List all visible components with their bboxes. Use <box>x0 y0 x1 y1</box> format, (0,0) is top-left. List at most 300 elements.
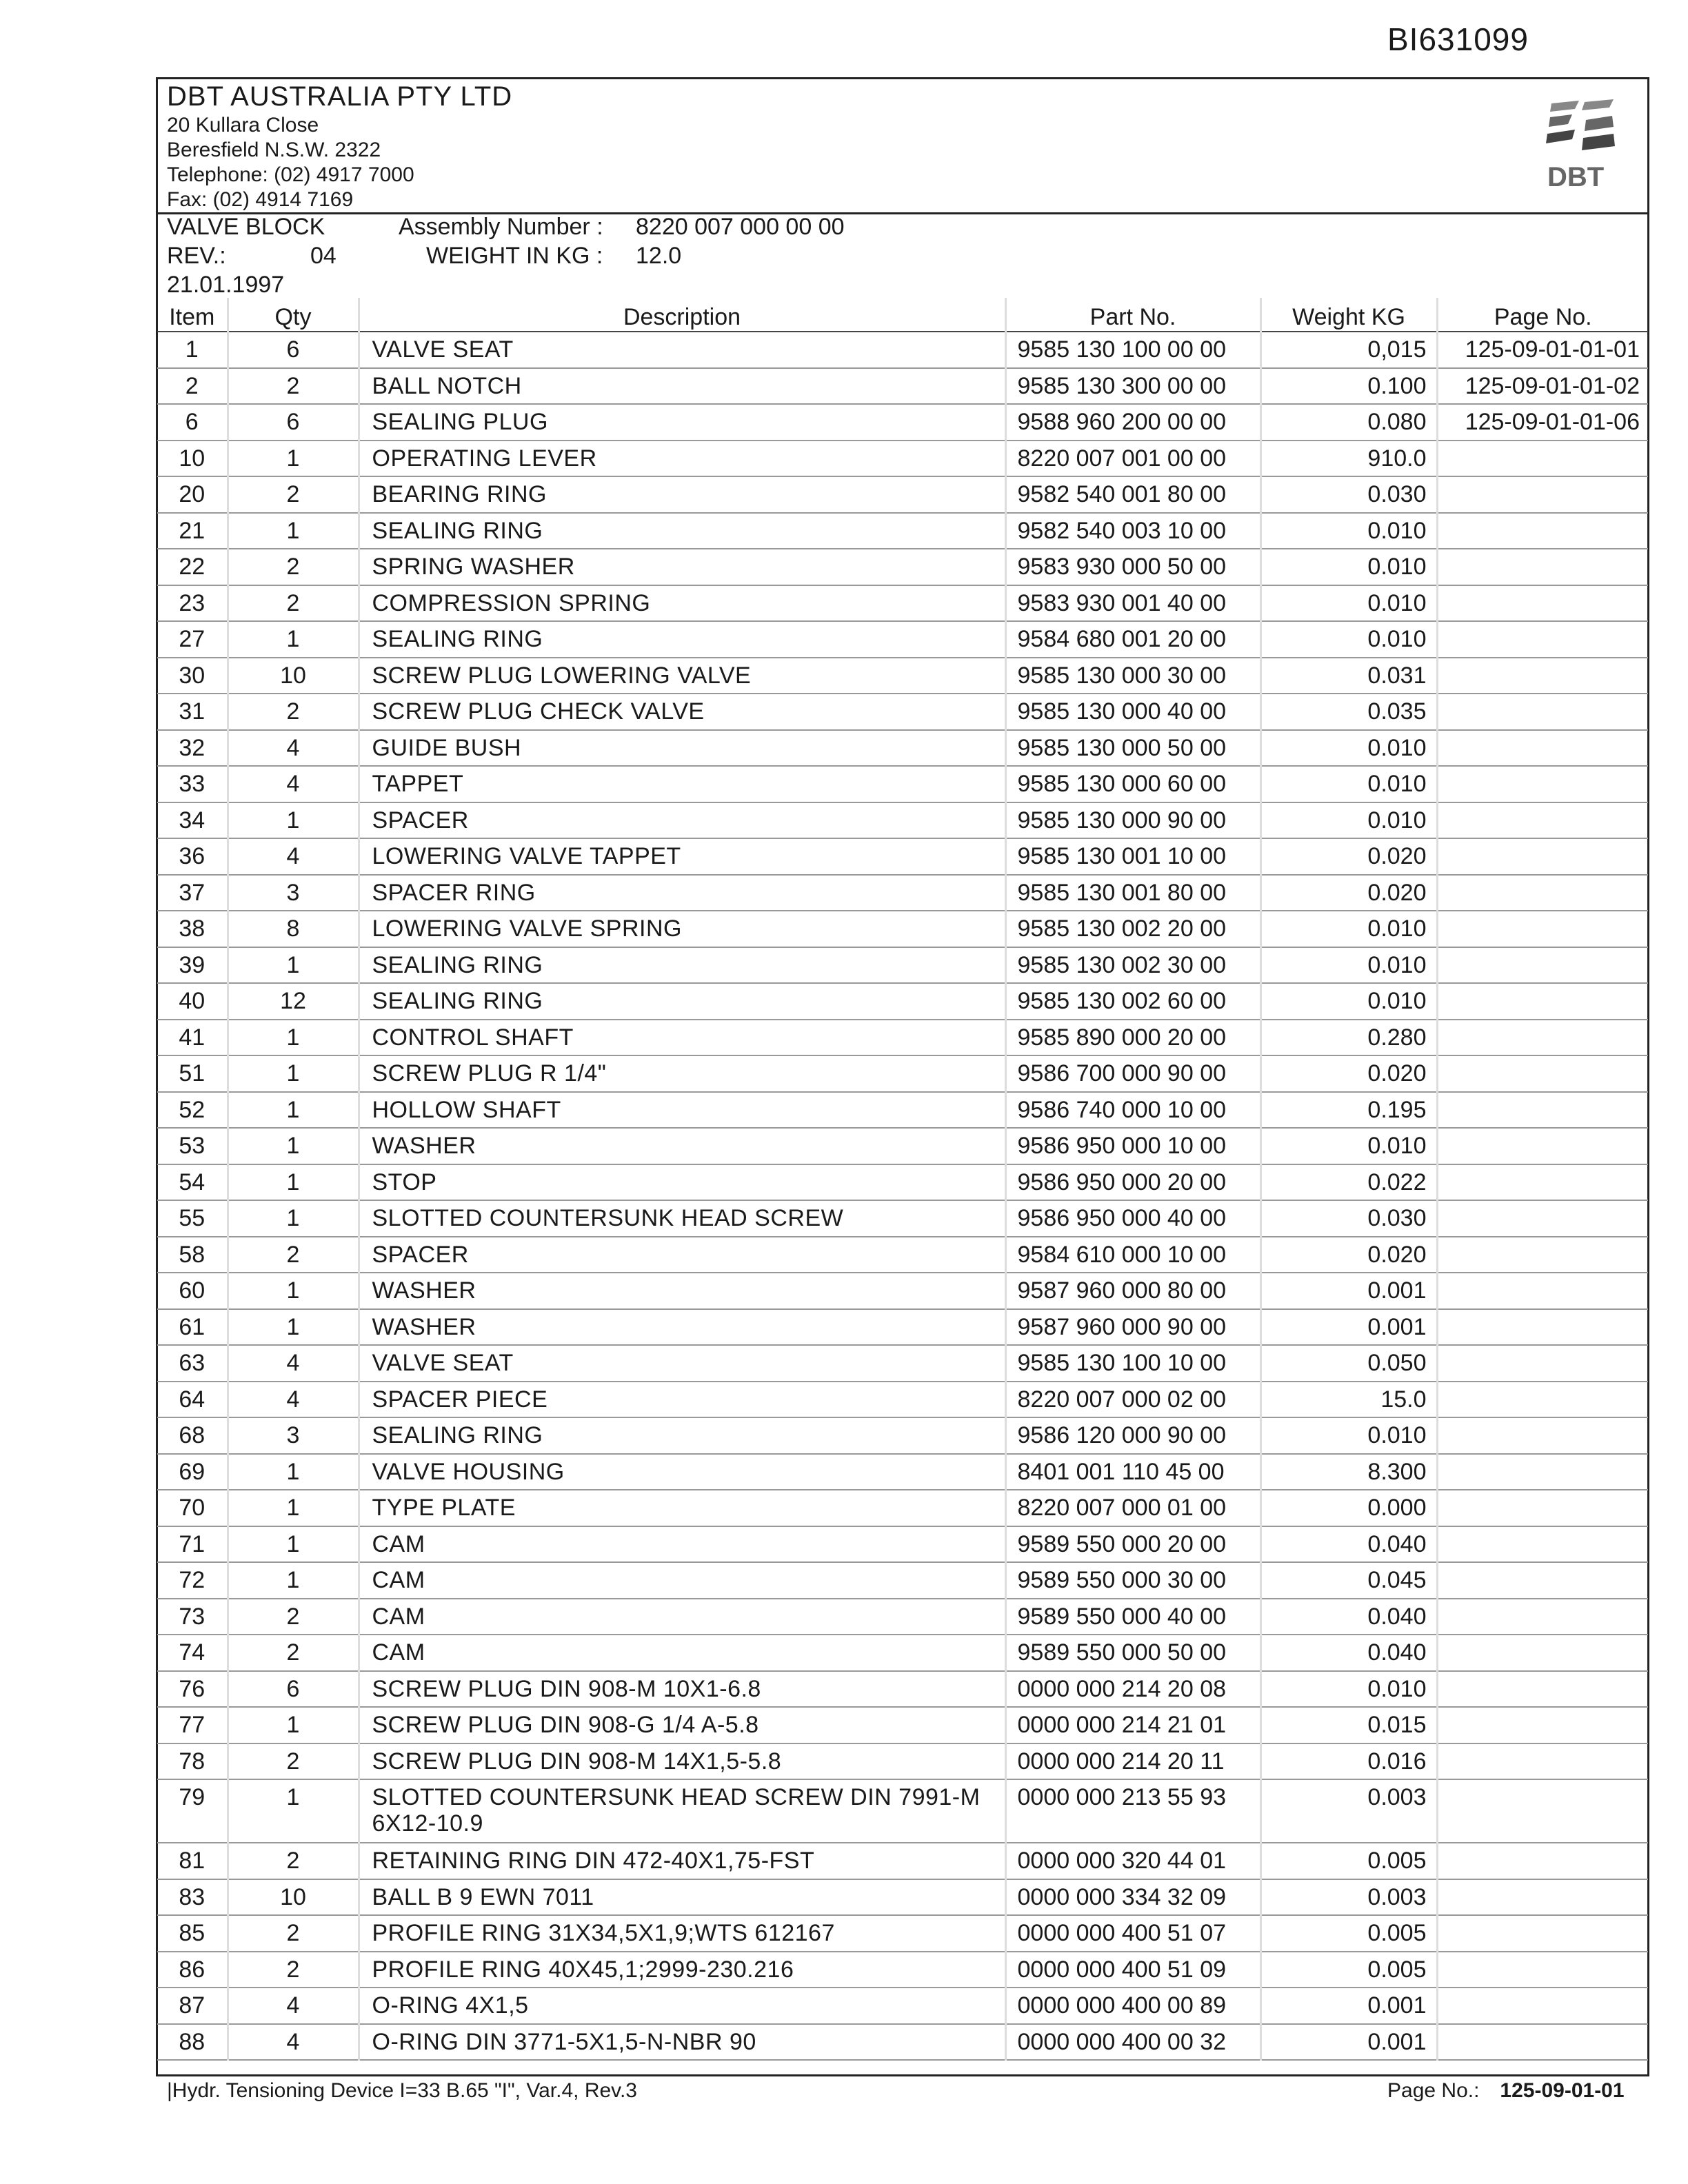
cell-weight: 0.100 <box>1260 368 1437 405</box>
cell-item: 87 <box>157 1988 228 2024</box>
cell-part-no: 9586 950 000 10 00 <box>1005 1128 1260 1164</box>
cell-description: SCREW PLUG DIN 908-G 1/4 A-5.8 <box>359 1707 1005 1743</box>
company-address-line1: 20 Kullara Close <box>167 114 319 136</box>
column-header-item: Item <box>157 298 228 332</box>
cell-weight: 0.030 <box>1260 1200 1437 1237</box>
cell-page-no <box>1437 621 1648 658</box>
table-row <box>157 1020 1648 1056</box>
table-row <box>157 1743 1648 1780</box>
svg-text:DBT: DBT <box>1547 162 1605 192</box>
cell-page-no <box>1437 1526 1648 1563</box>
cell-page-no <box>1437 513 1648 549</box>
table-row <box>157 875 1648 911</box>
cell-page-no <box>1437 549 1648 585</box>
cell-item: 31 <box>157 694 228 730</box>
cell-description: RETAINING RING DIN 472-40X1,75-FST <box>359 1843 1005 1879</box>
table-row <box>157 1988 1648 2024</box>
table-row <box>157 983 1648 1020</box>
cell-qty: 2 <box>228 1599 359 1635</box>
cell-qty: 1 <box>228 621 359 658</box>
cell-page-no <box>1437 1273 1648 1309</box>
cell-item: 88 <box>157 2024 228 2061</box>
table-row <box>157 911 1648 947</box>
table-row <box>157 1779 1648 1843</box>
table-row <box>157 947 1648 984</box>
cell-qty: 1 <box>228 1490 359 1526</box>
cell-description: SPRING WASHER <box>359 549 1005 585</box>
cell-part-no: 9589 550 000 40 00 <box>1005 1599 1260 1635</box>
cell-page-no <box>1437 1599 1648 1635</box>
cell-page-no <box>1437 694 1648 730</box>
cell-item: 58 <box>157 1237 228 1273</box>
table-row <box>157 1562 1648 1599</box>
cell-description: CONTROL SHAFT <box>359 1020 1005 1056</box>
cell-part-no: 9585 130 001 80 00 <box>1005 875 1260 911</box>
cell-description: SCREW PLUG DIN 908-M 10X1-6.8 <box>359 1671 1005 1708</box>
cell-part-no: 9585 890 000 20 00 <box>1005 1020 1260 1056</box>
cell-qty: 4 <box>228 730 359 767</box>
cell-weight: 0.015 <box>1260 1707 1437 1743</box>
cell-qty: 2 <box>228 585 359 622</box>
cell-description: SEALING RING <box>359 947 1005 984</box>
table-row <box>157 1454 1648 1490</box>
cell-part-no: 9587 960 000 80 00 <box>1005 1273 1260 1309</box>
cell-part-no: 9586 740 000 10 00 <box>1005 1092 1260 1129</box>
cell-weight: 15.0 <box>1260 1382 1437 1418</box>
table-row <box>157 621 1648 658</box>
table-row <box>157 1164 1648 1201</box>
cell-weight: 0.001 <box>1260 2024 1437 2061</box>
cell-page-no <box>1437 1020 1648 1056</box>
cell-part-no: 9585 130 002 30 00 <box>1005 947 1260 984</box>
cell-qty: 1 <box>228 1454 359 1490</box>
cell-item: 36 <box>157 838 228 875</box>
cell-part-no: 0000 000 214 20 08 <box>1005 1671 1260 1708</box>
cell-page-no <box>1437 2024 1648 2061</box>
cell-weight: 0.020 <box>1260 838 1437 875</box>
cell-page-no <box>1437 658 1648 694</box>
cell-page-no <box>1437 1237 1648 1273</box>
cell-weight: 0.040 <box>1260 1526 1437 1563</box>
cell-description: SPACER PIECE <box>359 1382 1005 1418</box>
cell-qty: 2 <box>228 1915 359 1952</box>
cell-qty: 10 <box>228 1879 359 1916</box>
cell-item: 69 <box>157 1454 228 1490</box>
cell-page-no <box>1437 1635 1648 1671</box>
cell-description: SCREW PLUG CHECK VALVE <box>359 694 1005 730</box>
cell-item: 10 <box>157 441 228 477</box>
cell-part-no: 0000 000 400 00 32 <box>1005 2024 1260 2061</box>
cell-qty: 4 <box>228 766 359 802</box>
column-header-page-no: Page No. <box>1437 298 1648 332</box>
cell-description: CAM <box>359 1562 1005 1599</box>
cell-page-no <box>1437 1879 1648 1916</box>
cell-page-no <box>1437 1988 1648 2024</box>
cell-page-no <box>1437 1309 1648 1346</box>
footer-page-label: Page No.: <box>1387 2079 1480 2102</box>
cell-page-no: 125-09-01-01-02 <box>1437 368 1648 405</box>
cell-description: SEALING RING <box>359 513 1005 549</box>
cell-weight: 0.010 <box>1260 621 1437 658</box>
cell-description: PROFILE RING 31X34,5X1,9;WTS 612167 <box>359 1915 1005 1952</box>
cell-part-no: 9583 930 000 50 00 <box>1005 549 1260 585</box>
cell-part-no: 9583 930 001 40 00 <box>1005 585 1260 622</box>
cell-description: BEARING RING <box>359 476 1005 513</box>
table-row <box>157 1092 1648 1129</box>
cell-qty: 1 <box>228 1707 359 1743</box>
cell-part-no: 9589 550 000 30 00 <box>1005 1562 1260 1599</box>
cell-item: 32 <box>157 730 228 767</box>
cell-qty: 2 <box>228 1843 359 1879</box>
cell-weight: 0.010 <box>1260 1128 1437 1164</box>
company-name: DBT AUSTRALIA PTY LTD <box>167 81 513 112</box>
cell-page-no <box>1437 875 1648 911</box>
cell-qty: 1 <box>228 513 359 549</box>
footer-page-number: 125-09-01-01 <box>1500 2079 1625 2102</box>
document-id: BI631099 <box>1387 21 1529 57</box>
cell-part-no: 9585 130 000 50 00 <box>1005 730 1260 767</box>
cell-qty: 1 <box>228 441 359 477</box>
table-row <box>157 1490 1648 1526</box>
cell-item: 38 <box>157 911 228 947</box>
dbt-logo <box>1545 97 1627 200</box>
cell-qty: 8 <box>228 911 359 947</box>
cell-part-no: 9585 130 000 60 00 <box>1005 766 1260 802</box>
table-row <box>157 2024 1648 2061</box>
cell-weight: 910.0 <box>1260 441 1437 477</box>
assembly-title: VALVE BLOCK <box>167 214 325 240</box>
table-row <box>157 513 1648 549</box>
cell-qty: 6 <box>228 1671 359 1708</box>
cell-qty: 3 <box>228 875 359 911</box>
cell-weight: 0.020 <box>1260 1055 1437 1092</box>
cell-description: STOP <box>359 1164 1005 1201</box>
cell-item: 72 <box>157 1562 228 1599</box>
column-header-part-no: Part No. <box>1005 298 1260 332</box>
cell-qty: 1 <box>228 947 359 984</box>
cell-page-no <box>1437 947 1648 984</box>
cell-item: 51 <box>157 1055 228 1092</box>
cell-description: LOWERING VALVE SPRING <box>359 911 1005 947</box>
document-date: 21.01.1997 <box>167 272 285 298</box>
cell-part-no: 9584 610 000 10 00 <box>1005 1237 1260 1273</box>
cell-qty: 1 <box>228 1562 359 1599</box>
cell-item: 53 <box>157 1128 228 1164</box>
cell-part-no: 9585 130 100 10 00 <box>1005 1345 1260 1382</box>
cell-weight: 0.010 <box>1260 549 1437 585</box>
cell-page-no <box>1437 1562 1648 1599</box>
cell-page-no <box>1437 441 1648 477</box>
cell-weight: 0.030 <box>1260 476 1437 513</box>
parts-table <box>157 298 1648 2061</box>
table-row <box>157 1879 1648 1916</box>
footer-page <box>1387 2079 1625 2103</box>
cell-qty: 1 <box>228 1020 359 1056</box>
table-row <box>157 1200 1648 1237</box>
cell-weight: 0.040 <box>1260 1635 1437 1671</box>
cell-description: OPERATING LEVER <box>359 441 1005 477</box>
cell-item: 68 <box>157 1417 228 1454</box>
cell-item: 2 <box>157 368 228 405</box>
cell-page-no <box>1437 1382 1648 1418</box>
cell-part-no: 9587 960 000 90 00 <box>1005 1309 1260 1346</box>
cell-weight: 0.005 <box>1260 1915 1437 1952</box>
cell-qty: 3 <box>228 1417 359 1454</box>
cell-part-no: 9582 540 001 80 00 <box>1005 476 1260 513</box>
cell-item: 27 <box>157 621 228 658</box>
assembly-number-label: Assembly Number : <box>399 214 603 240</box>
table-row <box>157 1128 1648 1164</box>
cell-part-no: 9586 950 000 20 00 <box>1005 1164 1260 1201</box>
cell-description: CAM <box>359 1526 1005 1563</box>
cell-description: BALL B 9 EWN 7011 <box>359 1879 1005 1916</box>
cell-description: VALVE SEAT <box>359 332 1005 368</box>
cell-description: BALL NOTCH <box>359 368 1005 405</box>
cell-qty: 4 <box>228 1345 359 1382</box>
cell-item: 55 <box>157 1200 228 1237</box>
table-row <box>157 1635 1648 1671</box>
table-row <box>157 1843 1648 1879</box>
cell-weight: 0.080 <box>1260 404 1437 441</box>
cell-description: SCREW PLUG DIN 908-M 14X1,5-5.8 <box>359 1743 1005 1780</box>
table-row <box>157 1055 1648 1092</box>
cell-qty: 1 <box>228 1200 359 1237</box>
cell-qty: 4 <box>228 838 359 875</box>
cell-qty: 1 <box>228 1779 359 1843</box>
cell-page-no <box>1437 1490 1648 1526</box>
cell-page-no <box>1437 1417 1648 1454</box>
cell-weight: 0.010 <box>1260 1671 1437 1708</box>
cell-qty: 6 <box>228 332 359 368</box>
cell-description: SEALING RING <box>359 983 1005 1020</box>
cell-part-no: 9586 120 000 90 00 <box>1005 1417 1260 1454</box>
cell-item: 40 <box>157 983 228 1020</box>
cell-page-no: 125-09-01-01-06 <box>1437 404 1648 441</box>
table-row <box>157 1273 1648 1309</box>
cell-description: WASHER <box>359 1309 1005 1346</box>
cell-weight: 0.020 <box>1260 1237 1437 1273</box>
cell-qty: 2 <box>228 1743 359 1780</box>
cell-part-no: 0000 000 334 32 09 <box>1005 1879 1260 1916</box>
cell-item: 61 <box>157 1309 228 1346</box>
cell-weight: 0.003 <box>1260 1879 1437 1916</box>
cell-weight: 0.040 <box>1260 1599 1437 1635</box>
cell-weight: 0.022 <box>1260 1164 1437 1201</box>
cell-item: 71 <box>157 1526 228 1563</box>
company-fax: Fax: (02) 4914 7169 <box>167 188 354 211</box>
table-row <box>157 1345 1648 1382</box>
cell-weight: 0.050 <box>1260 1345 1437 1382</box>
cell-item: 39 <box>157 947 228 984</box>
cell-weight: 0.010 <box>1260 911 1437 947</box>
cell-page-no <box>1437 730 1648 767</box>
cell-page-no <box>1437 1952 1648 1988</box>
cell-description: HOLLOW SHAFT <box>359 1092 1005 1129</box>
cell-item: 21 <box>157 513 228 549</box>
cell-part-no: 8220 007 001 00 00 <box>1005 441 1260 477</box>
table-row <box>157 332 1648 368</box>
cell-weight: 0.010 <box>1260 766 1437 802</box>
table-row <box>157 766 1648 802</box>
cell-page-no <box>1437 1128 1648 1164</box>
cell-item: 20 <box>157 476 228 513</box>
cell-page-no <box>1437 1200 1648 1237</box>
cell-part-no: 9582 540 003 10 00 <box>1005 513 1260 549</box>
table-row <box>157 1671 1648 1708</box>
cell-part-no: 8220 007 000 02 00 <box>1005 1382 1260 1418</box>
cell-part-no: 9585 130 000 90 00 <box>1005 802 1260 839</box>
cell-qty: 4 <box>228 1382 359 1418</box>
cell-qty: 6 <box>228 404 359 441</box>
cell-qty: 2 <box>228 694 359 730</box>
column-header-weight: Weight KG <box>1260 298 1437 332</box>
cell-page-no <box>1437 802 1648 839</box>
cell-part-no: 9589 550 000 50 00 <box>1005 1635 1260 1671</box>
cell-item: 85 <box>157 1915 228 1952</box>
cell-description: SPACER <box>359 1237 1005 1273</box>
cell-part-no: 0000 000 214 20 11 <box>1005 1743 1260 1780</box>
cell-description: SLOTTED COUNTERSUNK HEAD SCREW <box>359 1200 1005 1237</box>
cell-item: 70 <box>157 1490 228 1526</box>
cell-weight: 8.300 <box>1260 1454 1437 1490</box>
cell-item: 74 <box>157 1635 228 1671</box>
cell-page-no <box>1437 585 1648 622</box>
cell-item: 81 <box>157 1843 228 1879</box>
cell-part-no: 9586 700 000 90 00 <box>1005 1055 1260 1092</box>
cell-item: 73 <box>157 1599 228 1635</box>
cell-description: SLOTTED COUNTERSUNK HEAD SCREW DIN 7991-M 6X12-10.9 <box>359 1779 1005 1843</box>
cell-page-no <box>1437 766 1648 802</box>
cell-description: WASHER <box>359 1273 1005 1309</box>
cell-weight: 0.003 <box>1260 1779 1437 1843</box>
cell-page-no: 125-09-01-01-01 <box>1437 332 1648 368</box>
cell-description: CAM <box>359 1635 1005 1671</box>
cell-part-no: 9588 960 200 00 00 <box>1005 404 1260 441</box>
cell-weight: 0.010 <box>1260 983 1437 1020</box>
cell-weight: 0,015 <box>1260 332 1437 368</box>
cell-weight: 0.031 <box>1260 658 1437 694</box>
cell-weight: 0.000 <box>1260 1490 1437 1526</box>
cell-item: 6 <box>157 404 228 441</box>
cell-weight: 0.001 <box>1260 1988 1437 2024</box>
table-row <box>157 838 1648 875</box>
company-phone: Telephone: (02) 4917 7000 <box>167 163 414 186</box>
cell-qty: 1 <box>228 1526 359 1563</box>
table-row <box>157 368 1648 405</box>
cell-part-no: 0000 000 214 21 01 <box>1005 1707 1260 1743</box>
cell-qty: 2 <box>228 476 359 513</box>
cell-part-no: 9585 130 002 20 00 <box>1005 911 1260 947</box>
cell-qty: 4 <box>228 1988 359 2024</box>
cell-item: 64 <box>157 1382 228 1418</box>
table-row <box>157 1382 1648 1418</box>
table-row <box>157 476 1648 513</box>
parts-table-body <box>157 332 1648 2060</box>
cell-description: TAPPET <box>359 766 1005 802</box>
cell-page-no <box>1437 1671 1648 1708</box>
cell-page-no <box>1437 1843 1648 1879</box>
cell-description: VALVE HOUSING <box>359 1454 1005 1490</box>
assembly-number: 8220 007 000 00 00 <box>636 214 845 240</box>
cell-description: SEALING PLUG <box>359 404 1005 441</box>
cell-weight: 0.280 <box>1260 1020 1437 1056</box>
cell-item: 34 <box>157 802 228 839</box>
cell-page-no <box>1437 1092 1648 1129</box>
cell-qty: 2 <box>228 368 359 405</box>
cell-item: 23 <box>157 585 228 622</box>
cell-qty: 1 <box>228 1273 359 1309</box>
cell-item: 54 <box>157 1164 228 1201</box>
cell-qty: 1 <box>228 1128 359 1164</box>
cell-page-no <box>1437 1915 1648 1952</box>
cell-qty: 10 <box>228 658 359 694</box>
table-header-row <box>157 298 1648 332</box>
cell-page-no <box>1437 838 1648 875</box>
cell-qty: 1 <box>228 802 359 839</box>
cell-item: 86 <box>157 1952 228 1988</box>
cell-qty: 2 <box>228 1635 359 1671</box>
table-row <box>157 1309 1648 1346</box>
table-row <box>157 1707 1648 1743</box>
weight-value: 12.0 <box>636 243 682 269</box>
table-row <box>157 1915 1648 1952</box>
cell-page-no <box>1437 476 1648 513</box>
header-divider <box>156 212 1649 214</box>
column-header-description: Description <box>359 298 1005 332</box>
cell-weight: 0.001 <box>1260 1273 1437 1309</box>
cell-description: WASHER <box>359 1128 1005 1164</box>
cell-qty: 12 <box>228 983 359 1020</box>
company-block <box>167 80 512 212</box>
cell-part-no: 8220 007 000 01 00 <box>1005 1490 1260 1526</box>
cell-description: CAM <box>359 1599 1005 1635</box>
column-header-qty: Qty <box>228 298 359 332</box>
cell-page-no <box>1437 911 1648 947</box>
table-row <box>157 1526 1648 1563</box>
cell-part-no: 9584 680 001 20 00 <box>1005 621 1260 658</box>
cell-weight: 0.001 <box>1260 1309 1437 1346</box>
cell-weight: 0.010 <box>1260 1417 1437 1454</box>
cell-part-no: 0000 000 213 55 93 <box>1005 1779 1260 1843</box>
cell-description: TYPE PLATE <box>359 1490 1005 1526</box>
cell-part-no: 0000 000 400 51 09 <box>1005 1952 1260 1988</box>
table-row <box>157 441 1648 477</box>
cell-qty: 2 <box>228 1237 359 1273</box>
footer-description: |Hydr. Tensioning Device I=33 B.65 "I", Var.4, Rev.3 <box>167 2079 637 2102</box>
cell-weight: 0.020 <box>1260 875 1437 911</box>
cell-weight: 0.045 <box>1260 1562 1437 1599</box>
cell-weight: 0.005 <box>1260 1843 1437 1879</box>
cell-page-no <box>1437 1779 1648 1843</box>
cell-qty: 2 <box>228 1952 359 1988</box>
cell-part-no: 0000 000 320 44 01 <box>1005 1843 1260 1879</box>
cell-description: COMPRESSION SPRING <box>359 585 1005 622</box>
cell-part-no: 9586 950 000 40 00 <box>1005 1200 1260 1237</box>
cell-part-no: 8401 001 110 45 00 <box>1005 1454 1260 1490</box>
table-row <box>157 404 1648 441</box>
company-address-line2: Beresfield N.S.W. 2322 <box>167 139 381 161</box>
cell-item: 79 <box>157 1779 228 1843</box>
cell-item: 41 <box>157 1020 228 1056</box>
table-row <box>157 1952 1648 1988</box>
cell-item: 52 <box>157 1092 228 1129</box>
rev-label: REV.: <box>167 243 226 269</box>
cell-weight: 0.016 <box>1260 1743 1437 1780</box>
cell-item: 30 <box>157 658 228 694</box>
cell-part-no: 0000 000 400 51 07 <box>1005 1915 1260 1952</box>
cell-page-no <box>1437 1055 1648 1092</box>
cell-weight: 0.010 <box>1260 513 1437 549</box>
